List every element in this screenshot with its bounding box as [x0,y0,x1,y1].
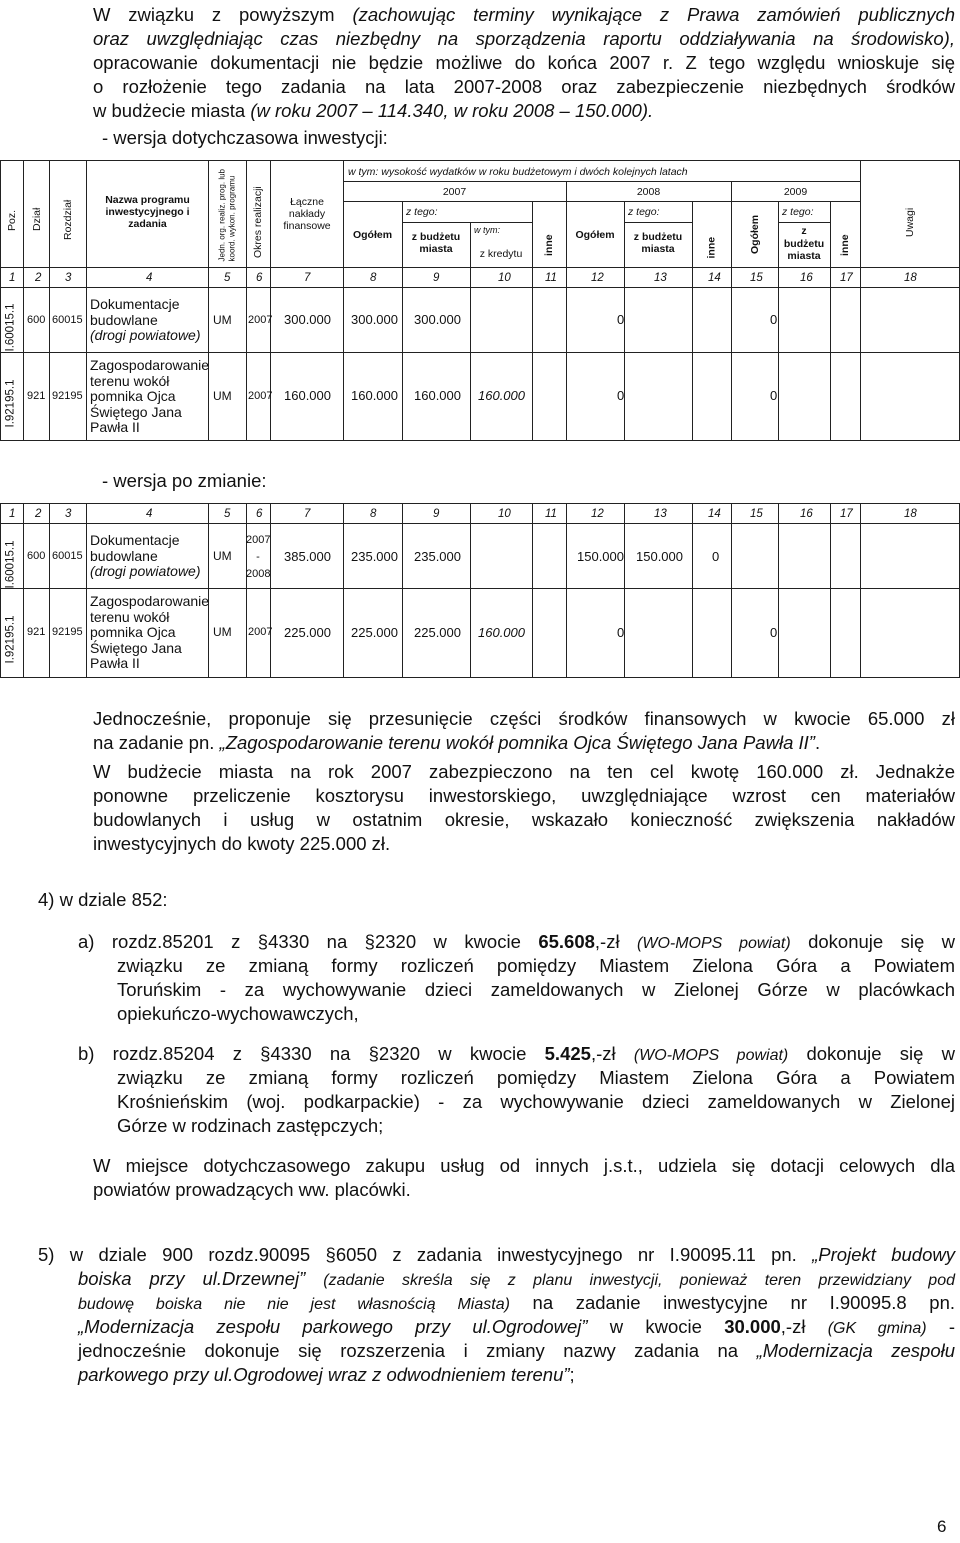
header-inne-2009: inne [839,234,851,256]
colnum: 12 [591,272,604,284]
item4b-line-4: Górze w rodzinach zastępczych; [117,1115,384,1136]
item5-line-5: jednocześnie dokonuje się rozszerzenia i zmiany nazwy zadania na „Modernizacja zespołu [78,1340,956,1361]
col-header-okres: Okres realizacji [252,186,264,258]
colnum: 2 [35,272,42,284]
colnum: 17 [840,272,853,284]
page-number: 6 [937,1517,947,1536]
colnum: 6 [256,272,263,284]
item4a-line-1: a) rozdz.85201 z §4330 na §2320 w kwocie 65.608,-zł (WO-MOPS powiat) dokonuje się w [78,931,956,952]
colnum: 16 [800,272,813,284]
colnum: 1 [9,272,16,284]
col-header-jedn: Jedn. org. realiz. prog. lub koord. wykon. programu [217,169,236,262]
year-2007: 2007 [442,186,467,198]
colnum: 5 [224,508,231,520]
para2-line-6: inwestycyjnych do kwoty 225.000 zł. [93,833,391,854]
colnum: 11 [545,272,557,284]
colnum: 10 [498,272,511,284]
colnum: 15 [750,272,763,284]
intro-line-3: opracowanie dokumentacji nie będzie możliwe do końca 2007 r. Z tego względu wnioskuje się [93,52,955,73]
header-ztego-2009: z tego: [782,206,814,218]
header-ogolem-2007: Ogółem [352,229,393,241]
colnum: 14 [708,508,721,520]
colnum: 18 [904,272,917,284]
header-ogolem-2008: Ogółem [575,229,615,241]
intro-line-4: o rozłożenie tego zadania na lata 2007-2008 oraz zabezpieczenie niezbędnych środków [93,76,955,97]
header-zbudzetu-2007: z budżetu miasta [411,231,461,255]
item4c-line-2: powiatów prowadzących ww. placówki. [93,1179,411,1200]
colnum: 1 [9,508,16,520]
intro-line-1: W związku z powyższym (zachowując terminy wynikające z Prawa zamówień publicznych [93,4,956,25]
colnum: 3 [65,272,72,284]
para2-line-2: na zadanie pn. „Zagospodarowanie terenu wokół pomnika Ojca Świętego Jana Pawła II”. [93,732,821,753]
colnum: 12 [591,508,604,520]
colnum: 13 [654,508,667,520]
colnum: 15 [750,508,763,520]
colnum: 5 [224,272,231,284]
item5-line-3: budowę boiska nie nie jest własnością Miasta) na zadanie inwestycyjne nr I.90095.8 pn. [78,1292,956,1313]
header-ztego-2007: z tego: [406,206,438,218]
colnum: 4 [146,272,153,284]
item4a-line-3: Toruńskim - za wychowywanie dzieci zameldowanych w Zielonej Górze w placówkach [117,979,955,1000]
col-header-poz: Poz. [6,209,18,231]
col-header-laczne: Łączne nakłady finansowe [283,196,331,232]
intro-line-2: oraz uwzględniając czas niezbędny na sporządzenia raportu oddziaływania na środowisko), [93,28,955,49]
item5-line-1: 5) w dziale 900 rozdz.90095 §6050 z zadania inwestycyjnego nr I.90095.11 pn. „Projekt budowy [38,1244,955,1265]
colnum: 8 [370,508,377,520]
year-2008: 2008 [636,186,661,198]
col-header-rozdzial: Rozdział [62,199,74,240]
colnum: 2 [35,508,42,520]
item5-line-6: parkowego przy ul.Ogrodowej wraz z odwodnieniem terenu”; [78,1364,575,1385]
colnum: 3 [65,508,72,520]
colnum: 13 [654,272,667,284]
header-inne-2007: inne [543,234,555,256]
item5-line-2: boiska przy ul.Drzewnej” (zadanie skreśla się z planu inwestycji, ponieważ teren przewidziany pod [78,1268,956,1289]
header-inne-2008: inne [705,236,718,259]
header-zbudzetu-2009: z budżetu miasta [783,225,825,262]
colnum: 6 [256,508,263,520]
item4c-line-1: W miejsce dotychczasowego zakupu usług od innych j.s.t., udziela się dotacji celowych dla [93,1155,955,1176]
item4a-line-4: opiekuńczo-wychowawczych, [117,1003,359,1024]
colnum: 9 [433,272,440,284]
para2-line-3: W budżecie miasta na rok 2007 zabezpieczono na ten cel kwotę 160.000 zł. Jednakże [93,761,955,782]
intro-line-5: w budżecie miasta (w roku 2007 – 114.340, w roku 2008 – 150.000). [93,100,654,121]
item5-line-4: „Modernizacja zespołu parkowego przy ul.Ogrodowej” w kwocie 30.000,-zł (GK gmina) - [78,1316,956,1337]
header-zkredytu: z kredytu [479,248,523,260]
colnum: 18 [904,508,917,520]
header-wtym-kredyt: w tym: [474,225,500,235]
colnum: 9 [433,508,440,520]
colnum: 4 [146,508,153,520]
colnum: 7 [304,272,311,284]
item4a-line-2: związku ze zmianą formy rozliczeń pomiędzy Miastem Zielona Góra a Powiatem [117,955,955,976]
colnum: 10 [498,508,511,520]
para2-line-4: ponowne przeliczenie kosztorysu inwestorskiego, uwzględniające wzrost cen materiałów [93,785,955,806]
header-zbudzetu-2008: z budżetu miasta [633,231,683,255]
col-header-dzial: Dział [31,207,43,231]
item4b-line-3: Krośnieńskim (woj. podkarpackie) - za wychowywanie dzieci zameldowanych w Zielonej [117,1091,955,1112]
colnum: 7 [304,508,311,520]
item4-heading: 4) w dziale 852: [38,889,168,910]
item4b-line-1: b) rozdz.85204 z §4330 na §2320 w kwocie 5.425,-zł (WO-MOPS powiat) dokonuje się w [78,1043,956,1064]
section-after-title: - wersja po zmianie: [102,470,267,491]
year-2009: 2009 [783,186,808,198]
para2-line-1: Jednocześnie, proponuje się przesunięcie części środków finansowych w kwocie 65.000 zł [93,708,955,729]
colnum: 11 [545,508,557,520]
header-ogolem-2009: Ogółem [749,214,761,254]
col-header-nazwa: Nazwa programu inwestycyjnego i zadania [105,194,190,230]
col-header-wtym: w tym: wysokość wydatków w roku budżetowym i dwóch kolejnych latach [348,166,688,178]
para2-line-5: budowlanych i usług w ostatnim okresie, wskazało konieczność zwiększenia nakładów [93,809,955,830]
header-ztego-2008: z tego: [628,206,660,218]
section-before-title: - wersja dotychczasowa inwestycji: [102,127,388,148]
colnum: 16 [800,508,813,520]
colnum: 17 [840,508,853,520]
colnum: 14 [708,272,721,284]
col-header-uwagi: Uwagi [904,207,916,237]
item4b-line-2: związku ze zmianą formy rozliczeń pomiędzy Miastem Zielona Góra a Powiatem [117,1067,955,1088]
colnum: 8 [370,272,377,284]
